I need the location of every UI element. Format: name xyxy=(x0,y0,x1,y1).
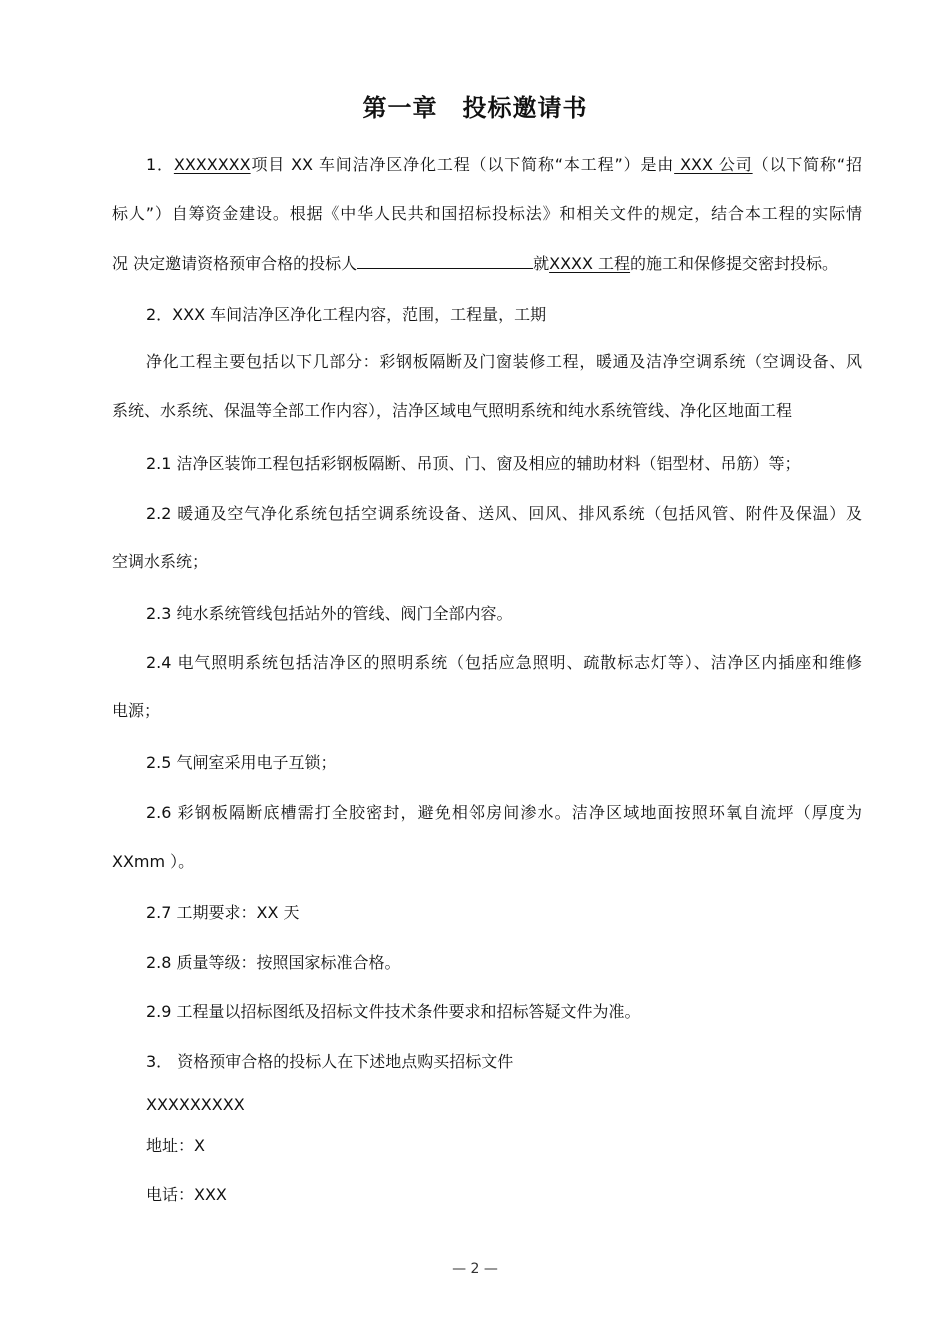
item-2-1: 2.1 洁净区装饰工程包括彩钢板隔断、吊顶、门、窗及相应的辅助材料（铝型材、吊筋）等； xyxy=(146,454,801,473)
paragraph-1-line-1 xyxy=(146,153,862,177)
paragraph-text: 项目 XX 车间洁净区净化工程（以下简称“本工程”）是由 xyxy=(250,155,675,174)
section-2-body-line-2: 系统、水系统、保温等全部工作内容），洁净区域电气照明系统和纯水系统管线、净化区地面工程 xyxy=(112,401,793,420)
section-3-heading: 3． 资格预审合格的投标人在下述地点购买招标文件 xyxy=(146,1052,514,1071)
page-number: — 2 — xyxy=(452,1261,498,1277)
project-name: XXXXXXX xyxy=(173,155,251,174)
contact-address: 地址：X xyxy=(146,1136,205,1155)
paragraph-number: 1． xyxy=(146,155,174,174)
item-2-4-line-2: 电源； xyxy=(112,701,161,720)
page-title: 第一章 投标邀请书 xyxy=(362,94,588,122)
contact-phone: 电话：XXX xyxy=(146,1185,227,1204)
item-2-3: 2.3 纯水系统管线包括站外的管线、阀门全部内容。 xyxy=(146,604,513,623)
paragraph-text: 的施工和保修提交密封投标。 xyxy=(630,254,839,273)
paragraph-1-line-3 xyxy=(112,252,862,276)
section-2-heading: 2．XXX 车间洁净区净化工程内容，范围，工程量，工期 xyxy=(146,305,547,324)
item-2-8: 2.8 质量等级：按照国家标准合格。 xyxy=(146,953,401,972)
paragraph-1-line-2: 标人”）自筹资金建设。根据《中华人民共和国招标投标法》和相关文件的规定，结合本工程的实际情 xyxy=(112,204,862,223)
section-2-body-line-1: 净化工程主要包括以下几部分：彩钢板隔断及门窗装修工程，暖通及洁净空调系统（空调设备、风 xyxy=(146,352,862,371)
item-2-5: 2.5 气闸室采用电子互锁； xyxy=(146,753,337,772)
item-2-6-line-2: XXmm ）。 xyxy=(112,852,195,871)
contact-name: XXXXXXXXX xyxy=(146,1095,245,1114)
paragraph-text: （以下简称“招 xyxy=(752,155,862,174)
item-2-4-line-1: 2.4 电气照明系统包括洁净区的照明系统（包括应急照明、疏散标志灯等）、洁净区内插座和维修 xyxy=(146,653,862,672)
item-2-2-line-2: 空调水系统； xyxy=(112,552,209,571)
project-name-2: XXXX 工程 xyxy=(549,254,631,273)
item-2-2-line-1: 2.2 暖通及空气净化系统包括空调系统设备、送风、回风、排风系统（包括风管、附件及保温）及 xyxy=(146,504,862,523)
paragraph-text: 就 xyxy=(533,254,550,273)
bidder-blank-field xyxy=(357,252,533,269)
item-2-6-line-1: 2.6 彩钢板隔断底槽需打全胶密封，避免相邻房间渗水。洁净区域地面按照环氧自流坪（厚度为 xyxy=(146,803,862,822)
item-2-7: 2.7 工期要求：XX 天 xyxy=(146,903,300,922)
company-name: XXX 公司 xyxy=(674,155,753,174)
item-2-9: 2.9 工程量以招标图纸及招标文件技术条件要求和招标答疑文件为准。 xyxy=(146,1002,641,1021)
paragraph-text: 况 决定邀请资格预审合格的投标人 xyxy=(112,254,358,273)
